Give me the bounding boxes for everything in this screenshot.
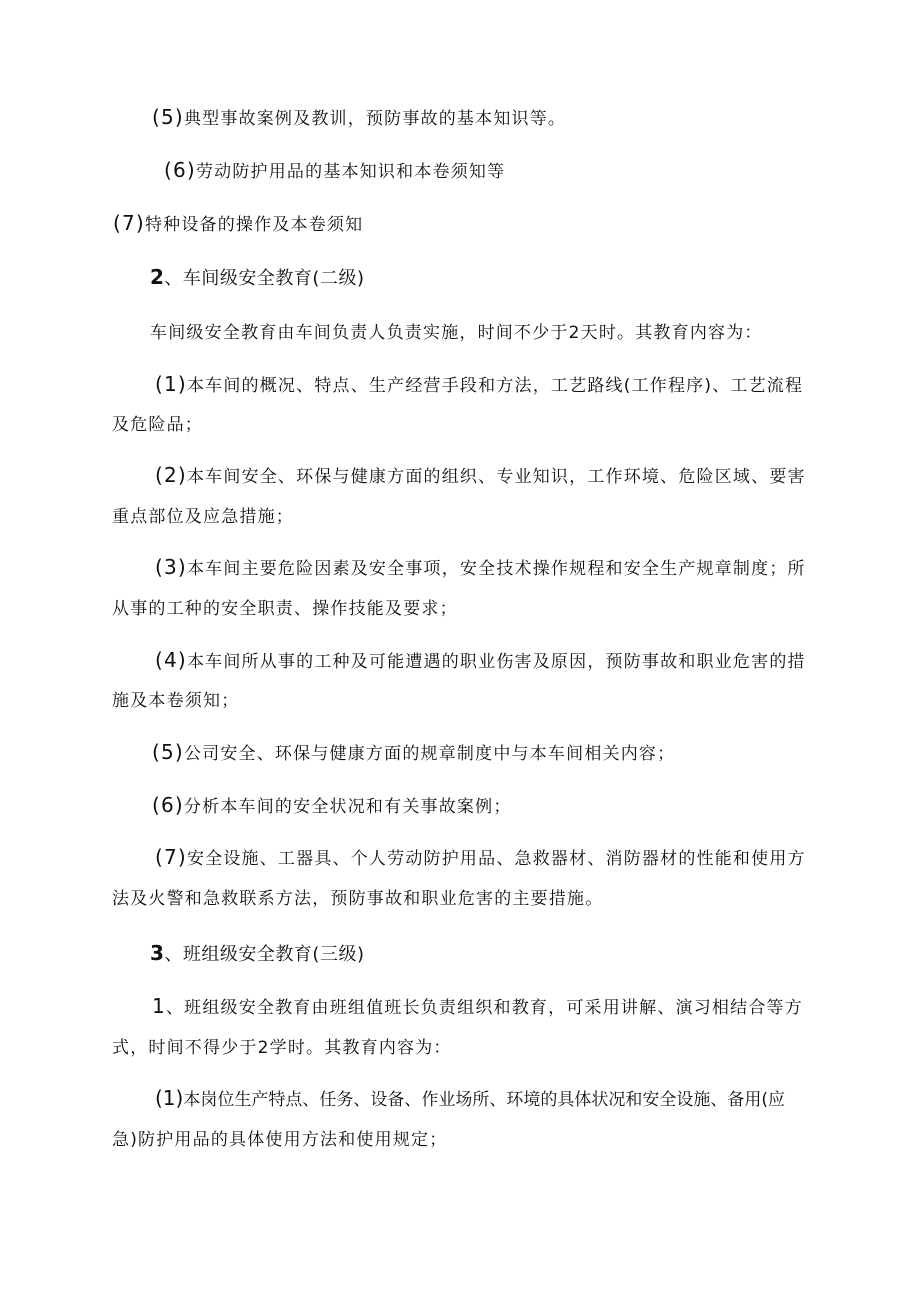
line-text: 重点部位及应急措施； bbox=[112, 507, 294, 527]
paragraph-line bbox=[155, 374, 803, 396]
paragraph-line bbox=[155, 1088, 785, 1110]
item-number: (3) bbox=[155, 555, 187, 579]
paragraph-line bbox=[112, 505, 294, 527]
section-title: 、班组级安全教育(三级) bbox=[164, 944, 365, 965]
item-number: (6) bbox=[152, 793, 184, 817]
paragraph-line bbox=[152, 107, 566, 129]
section-heading bbox=[150, 267, 364, 289]
line-text: 本岗位生产特点、任务、设备、作业场所、环境的具体状况和安全设施、备用(应 bbox=[183, 1090, 785, 1110]
line-text: 本车间所从事的工种及可能遭遇的职业伤害及原因，预防事故和职业危害的措 bbox=[186, 652, 806, 672]
line-text: 典型事故案例及教训，预防事故的基本知识等。 bbox=[183, 109, 567, 129]
paragraph-line bbox=[112, 1128, 447, 1150]
line-text: 从事的工种的安全职责、操作技能及要求； bbox=[112, 599, 458, 619]
paragraph-line bbox=[155, 557, 806, 579]
line-text: 公司安全、环保与健康方面的规章制度中与本车间相关内容； bbox=[183, 744, 676, 764]
line-text: 特种设备的操作及本卷须知 bbox=[144, 215, 364, 235]
section-number: 3 bbox=[150, 941, 165, 965]
section-number: 2 bbox=[150, 265, 165, 289]
item-number: (5) bbox=[152, 740, 184, 764]
paragraph-line bbox=[155, 465, 806, 487]
item-number: (4) bbox=[155, 648, 187, 672]
item-number: (7) bbox=[155, 845, 187, 869]
item-number: (2) bbox=[155, 463, 187, 487]
item-number: (1) bbox=[155, 1086, 184, 1110]
item-number: (6) bbox=[164, 158, 196, 182]
line-text: 法及火警和急救联系方法，预防事故和职业危害的主要措施。 bbox=[112, 889, 604, 909]
line-text: 本车间安全、环保与健康方面的组织、专业知识，工作环境、危险区域、要害 bbox=[186, 467, 806, 487]
line-text: 劳动防护用品的基本知识和本卷须知等 bbox=[195, 162, 506, 182]
item-number: 1 bbox=[152, 994, 166, 1018]
paragraph-line bbox=[150, 321, 763, 343]
paragraph-line bbox=[155, 847, 806, 869]
item-number: (7) bbox=[113, 211, 145, 235]
line-text: 本车间的概况、特点、生产经营手段和方法，工艺路线(工作程序)、工艺流程 bbox=[186, 376, 804, 396]
paragraph-line bbox=[112, 689, 239, 711]
item-number: (5) bbox=[152, 105, 184, 129]
paragraph-line bbox=[164, 160, 505, 182]
paragraph-line bbox=[112, 597, 458, 619]
paragraph-line bbox=[112, 887, 603, 909]
line-text: 急)防护用品的具体使用方法和使用规定； bbox=[112, 1130, 448, 1150]
line-text: 、班组级安全教育由班组值班长负责组织和教育，可采用讲解、演习相结合等方 bbox=[165, 998, 803, 1018]
paragraph-line bbox=[152, 996, 803, 1018]
line-text: 分析本车间的安全状况和有关事故案例； bbox=[183, 797, 512, 817]
paragraph-line bbox=[113, 213, 363, 235]
line-text: 车间级安全教育由车间负责人负责实施，时间不少于2天时。其教育内容为： bbox=[150, 323, 763, 343]
paragraph-line bbox=[152, 795, 512, 817]
line-text: 施及本卷须知； bbox=[112, 691, 240, 711]
line-text: 本车间主要危险因素及安全事项，安全技术操作规程和安全生产规章制度；所 bbox=[186, 559, 806, 579]
paragraph-line bbox=[112, 1036, 452, 1058]
line-text: 安全设施、工器具、个人劳动防护用品、急救器材、消防器材的性能和使用方 bbox=[186, 849, 806, 869]
paragraph-line bbox=[155, 650, 806, 672]
line-text: 及危险品； bbox=[112, 415, 203, 435]
item-number: (1) bbox=[155, 372, 187, 396]
section-heading bbox=[150, 943, 364, 965]
line-text: 式，时间不得少于2学时。其教育内容为： bbox=[112, 1038, 452, 1058]
section-title: 、车间级安全教育(二级) bbox=[164, 268, 365, 289]
paragraph-line bbox=[112, 413, 203, 435]
paragraph-line bbox=[152, 742, 675, 764]
